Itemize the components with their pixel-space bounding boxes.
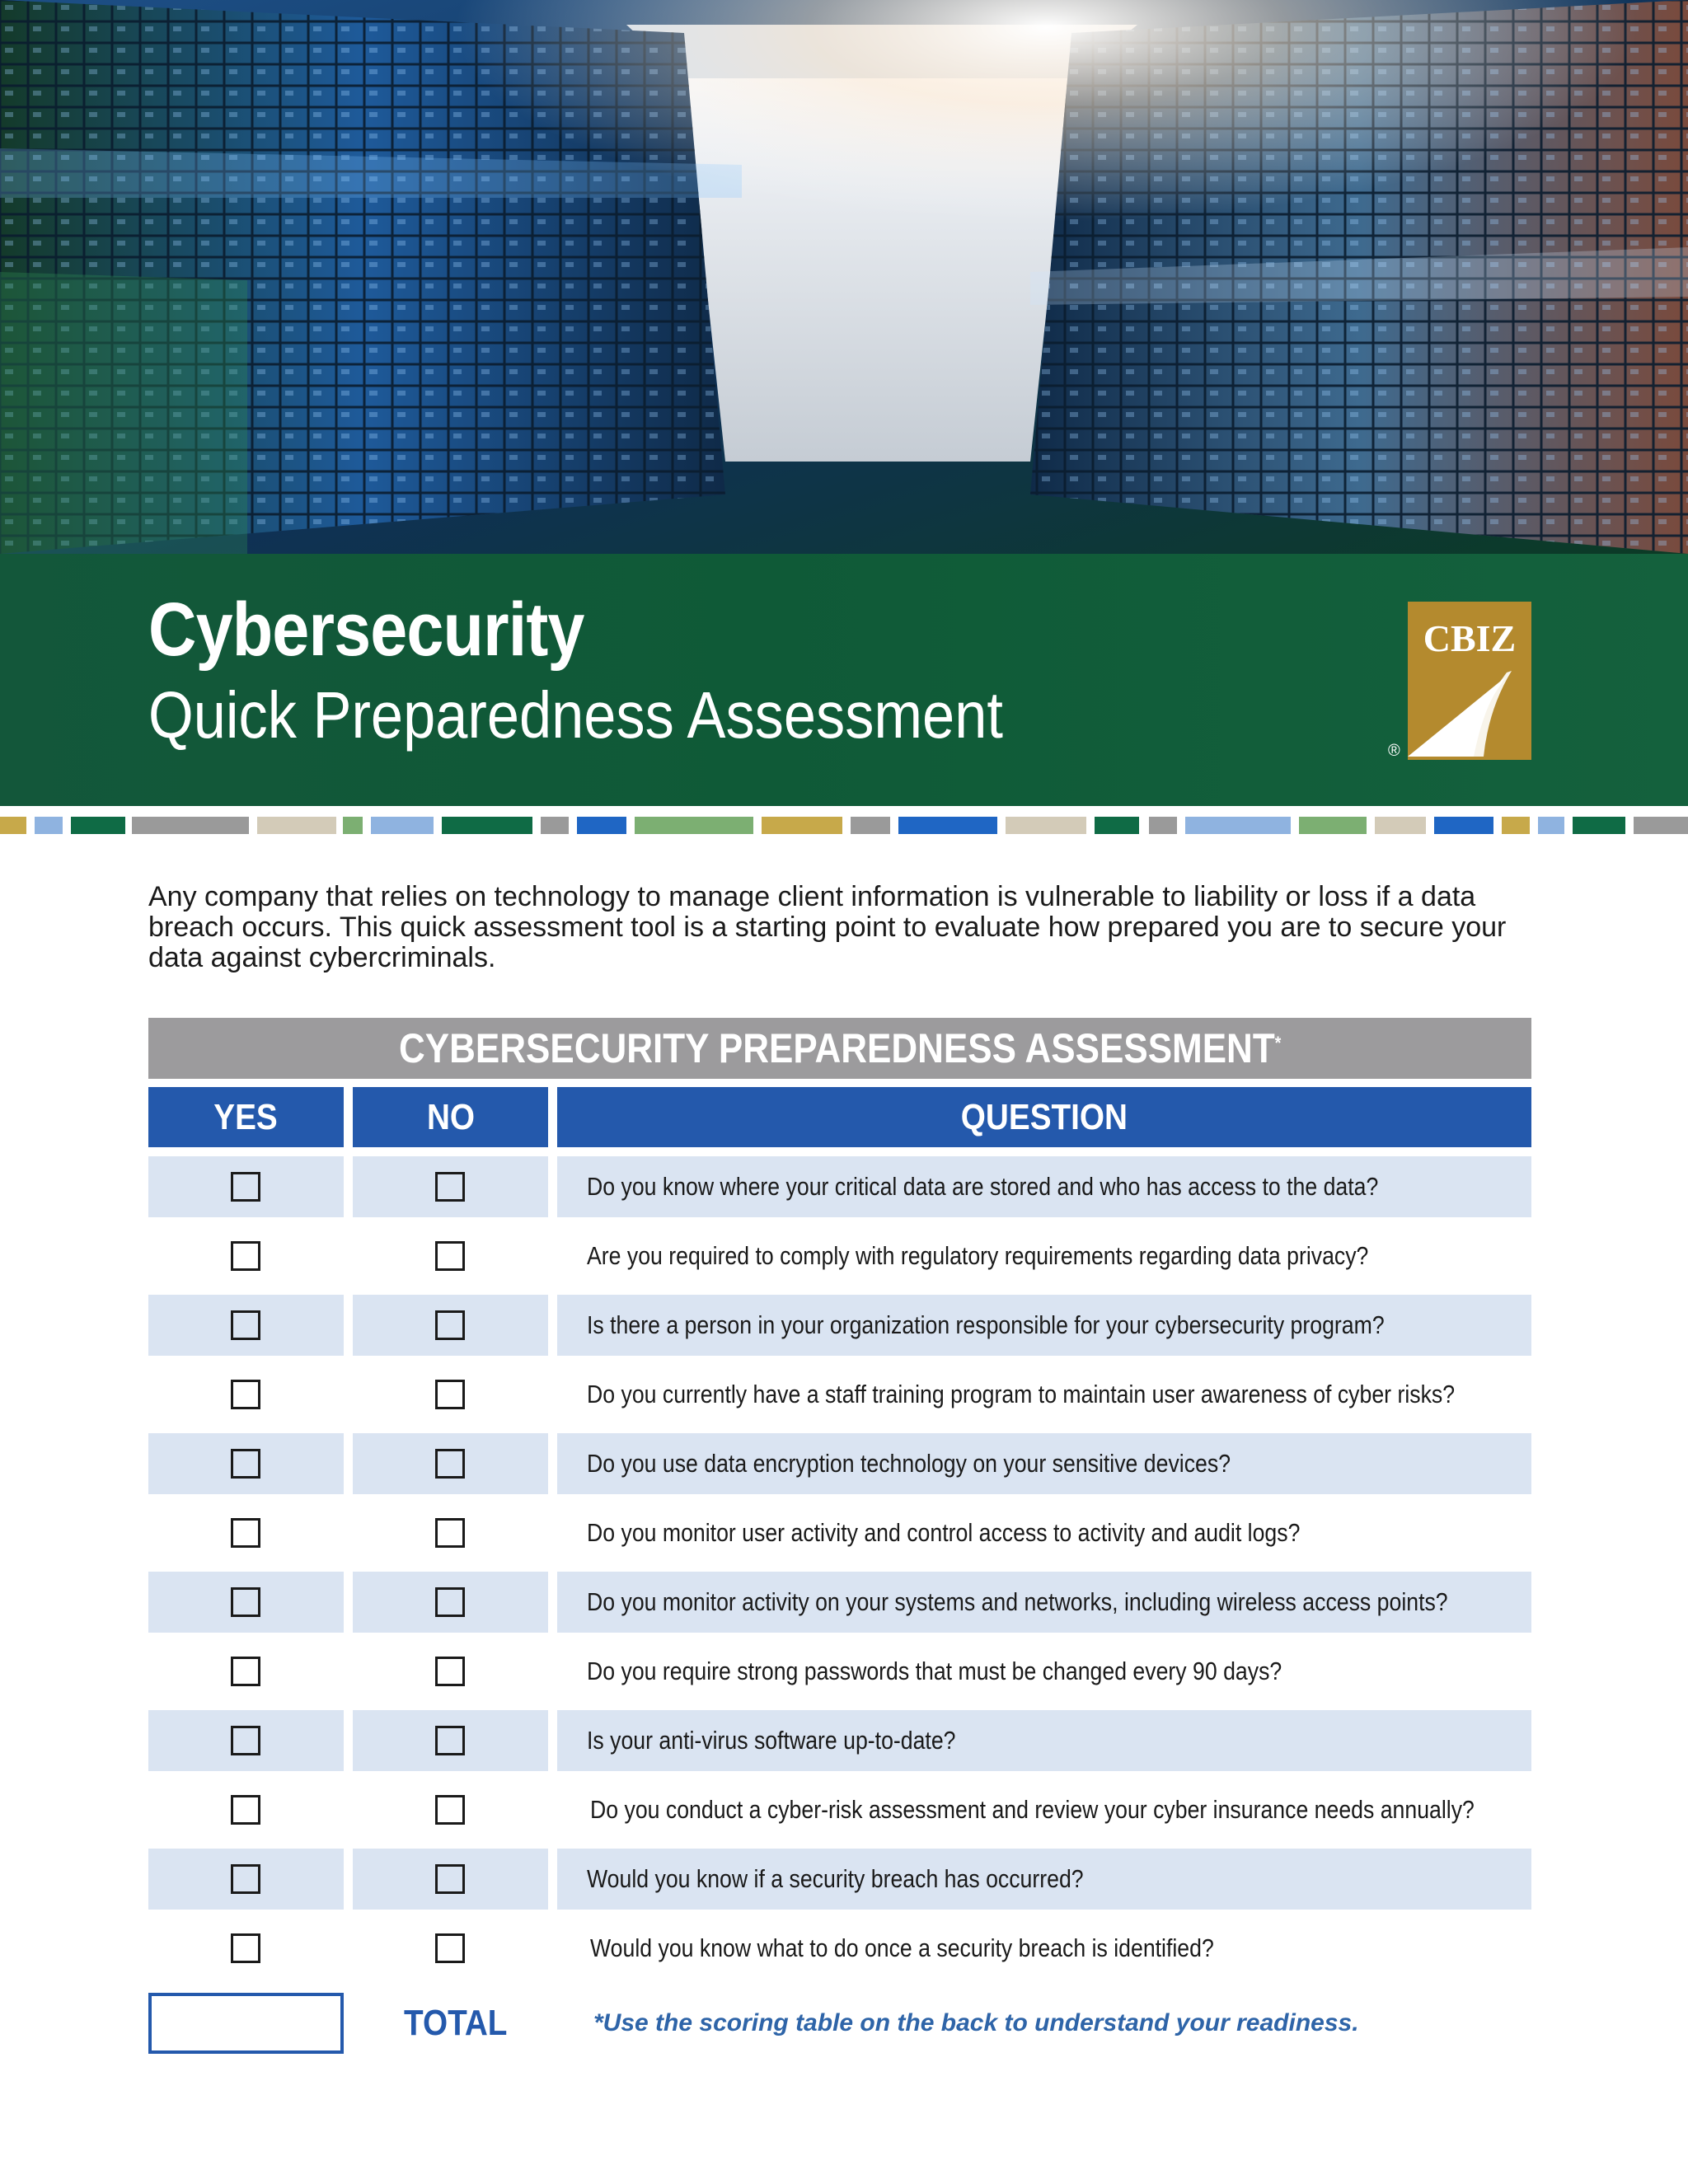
question-text: Would you know what to do once a security breach is identified? xyxy=(590,1933,1214,1962)
table-row xyxy=(0,1364,1688,1425)
intro-paragraph: Any company that relies on technology to manage client information is vulnerable to liability or loss if a data breach occurs. This quick assessment tool is a starting point to evaluate how prepared you are to secure your data against cybercriminals. xyxy=(148,881,1507,973)
yes-checkbox[interactable] xyxy=(231,1795,260,1825)
no-checkbox[interactable] xyxy=(435,1587,465,1617)
no-checkbox[interactable] xyxy=(435,1380,465,1409)
column-header-no: NO xyxy=(353,1087,548,1147)
table-row xyxy=(0,1433,1688,1494)
no-checkbox[interactable] xyxy=(435,1518,465,1548)
assessment-table-title xyxy=(148,1018,1531,1079)
yes-checkbox[interactable] xyxy=(231,1449,260,1479)
logo-swoosh-icon xyxy=(1408,602,1531,760)
no-checkbox[interactable] xyxy=(435,1864,465,1894)
question-text: Is there a person in your organization responsible for your cybersecurity program? xyxy=(587,1310,1385,1339)
table-row xyxy=(0,1226,1688,1286)
page-subtitle: Quick Preparedness Assessment xyxy=(148,678,1003,752)
table-row xyxy=(0,1779,1688,1840)
decorative-stripe xyxy=(0,817,1688,834)
no-checkbox[interactable] xyxy=(435,1795,465,1825)
total-input-box[interactable] xyxy=(148,1993,344,2054)
question-text: Would you know if a security breach has occurred? xyxy=(587,1864,1084,1893)
table-row xyxy=(0,1156,1688,1217)
scoring-note: *Use the scoring table on the back to understand your readiness. xyxy=(593,2009,1359,2036)
total-label: TOTAL xyxy=(404,2003,508,2043)
table-row xyxy=(0,1502,1688,1563)
no-checkbox[interactable] xyxy=(435,1449,465,1479)
question-text: Do you monitor user activity and control access to activity and audit logs? xyxy=(587,1518,1301,1547)
table-row xyxy=(0,1295,1688,1356)
yes-checkbox[interactable] xyxy=(231,1657,260,1686)
yes-checkbox[interactable] xyxy=(231,1241,260,1271)
table-row xyxy=(0,1918,1688,1979)
registered-mark: ® xyxy=(1388,742,1400,760)
question-text: Do you currently have a staff training program to maintain user awareness of cyber risks? xyxy=(587,1380,1456,1408)
no-checkbox[interactable] xyxy=(435,1310,465,1340)
yes-checkbox[interactable] xyxy=(231,1726,260,1755)
table-row xyxy=(0,1641,1688,1702)
yes-checkbox[interactable] xyxy=(231,1587,260,1617)
no-checkbox[interactable] xyxy=(435,1241,465,1271)
logo-text: CBIZ xyxy=(1423,617,1517,659)
yes-checkbox[interactable] xyxy=(231,1380,260,1409)
table-title-footnote-mark: * xyxy=(1274,1033,1282,1053)
yes-checkbox[interactable] xyxy=(231,1864,260,1894)
hero-image xyxy=(0,0,1688,554)
column-header-yes: YES xyxy=(148,1087,344,1147)
column-header-question: QUESTION xyxy=(557,1087,1531,1147)
server-room-illustration xyxy=(0,0,1688,554)
no-checkbox[interactable] xyxy=(435,1933,465,1963)
yes-checkbox[interactable] xyxy=(231,1933,260,1963)
table-row xyxy=(0,1849,1688,1910)
yes-checkbox[interactable] xyxy=(231,1172,260,1202)
no-checkbox[interactable] xyxy=(435,1657,465,1686)
question-text: Do you use data encryption technology on your sensitive devices? xyxy=(587,1449,1231,1478)
table-title-text: CYBERSECURITY PREPAREDNESS ASSESSMENT xyxy=(398,1025,1275,1071)
question-text: Is your anti-virus software up-to-date? xyxy=(587,1726,956,1755)
question-text: Do you conduct a cyber-risk assessment and review your cyber insurance needs annually? xyxy=(590,1795,1475,1824)
question-text: Do you know where your critical data are stored and who has access to the data? xyxy=(587,1172,1379,1201)
page-title: Cybersecurity xyxy=(148,588,584,672)
cbiz-logo xyxy=(1408,602,1531,760)
question-text: Do you require strong passwords that must be changed every 90 days? xyxy=(587,1657,1282,1685)
question-text: Are you required to comply with regulatory requirements regarding data privacy? xyxy=(587,1241,1369,1270)
no-checkbox[interactable] xyxy=(435,1726,465,1755)
table-row xyxy=(0,1572,1688,1633)
yes-checkbox[interactable] xyxy=(231,1518,260,1548)
yes-checkbox[interactable] xyxy=(231,1310,260,1340)
no-checkbox[interactable] xyxy=(435,1172,465,1202)
question-text: Do you monitor activity on your systems and networks, including wireless access points? xyxy=(587,1587,1448,1616)
table-row xyxy=(0,1710,1688,1771)
